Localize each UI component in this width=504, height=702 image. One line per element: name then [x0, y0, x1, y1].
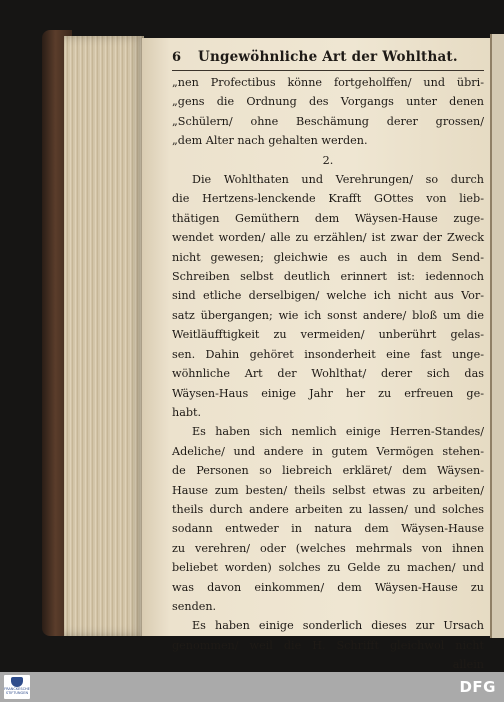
- text-line: was davon einkommen/ dem Wäysen-Hause zu: [172, 580, 484, 594]
- text-line: senden.: [172, 599, 217, 613]
- text-line: sodann entweder in natura dem Wäysen-Hause: [172, 522, 484, 536]
- text-line: Die Wohlthaten und Verehrungen/ so durch: [192, 173, 484, 187]
- running-title: Ungewöhnliche Art der Wohlthat.: [198, 49, 458, 65]
- text-line: de Personen so liebreich erkläret/ dem Wäysen-: [172, 464, 484, 478]
- text-line: Schreiben selbst deutlich erinnert ist: iedennoch: [172, 270, 484, 284]
- institution-logo[interactable]: [4, 675, 30, 699]
- text-line: Adeliche/ und andere in gutem Vermögen stehen-: [172, 444, 484, 458]
- text-line: Hause zum besten/ theils selbst etwas zu arbeiten/: [172, 483, 484, 497]
- text-line: „gens die Ordnung des Vorgangs unter denen: [172, 95, 484, 109]
- page-text: [172, 48, 484, 675]
- text-line: „nen Profectibus könne fortgeholffen/ und übri-: [172, 76, 484, 89]
- page-header: [172, 48, 484, 71]
- logo-text: FRANCKESCHE STIFTUNGEN: [4, 687, 30, 695]
- text-line: „dem Alter nach gehalten werden.: [172, 134, 368, 148]
- text-line: „Schülern/ ohne Beschämung derer grossen/: [172, 114, 484, 128]
- text-line: beliebet worden) solches zu Gelde zu machen/ und: [172, 561, 484, 575]
- text-line: Es haben einige sonderlich dieses zur Ursach: [192, 619, 484, 633]
- catchword: allein: [452, 658, 484, 672]
- text-line: Es haben sich nemlich einige Herren-Standes/: [192, 425, 484, 439]
- page-edges: [64, 36, 144, 636]
- text-line: sind etliche derselbigen/ welche ich nicht aus Vor-: [172, 289, 484, 303]
- text-line: nicht gewesen; gleichwie es auch in dem Send-: [172, 250, 484, 264]
- page-number: 6: [172, 50, 182, 65]
- text-line: zu verehren/ oder (welches mehrmals von ihnen: [172, 541, 484, 555]
- text-line: wöhnliche Art der Wohlthat/ derer sich das: [172, 367, 484, 381]
- book-cover-right: [490, 34, 504, 638]
- text-line: satz übergangen; wie ich sonst andere/ bloß um die: [172, 308, 484, 322]
- text-line: sen. Dahin gehöret insonderheit eine fast unge-: [172, 347, 484, 361]
- text-line: genommen/ weil die H. Schrifft gleichwol nicht: [172, 638, 484, 652]
- text-line: die Hertzens-lenckende Krafft GOttes von lieb-: [172, 192, 484, 206]
- text-line: theils durch andere arbeiten zu lassen/ und solches: [172, 502, 484, 516]
- text-line: wendet worden/ alle zu erzählen/ ist zwar der Zweck: [172, 231, 484, 245]
- dfg-logo[interactable]: DFG: [459, 678, 496, 696]
- text-line: habt.: [172, 405, 202, 419]
- text-line: thätigen Gemüthern dem Wäysen-Hause zuge-: [172, 211, 484, 225]
- text-line: Wäysen-Haus einige Jahr her zu erfreuen ge-: [172, 386, 484, 400]
- section-number: 2.: [322, 153, 334, 167]
- viewer-footer: [0, 672, 504, 702]
- text-line: Weitläufftigkeit zu vermeiden/ unberührt gelas-: [172, 328, 484, 342]
- logo-emblem-icon: [11, 677, 23, 687]
